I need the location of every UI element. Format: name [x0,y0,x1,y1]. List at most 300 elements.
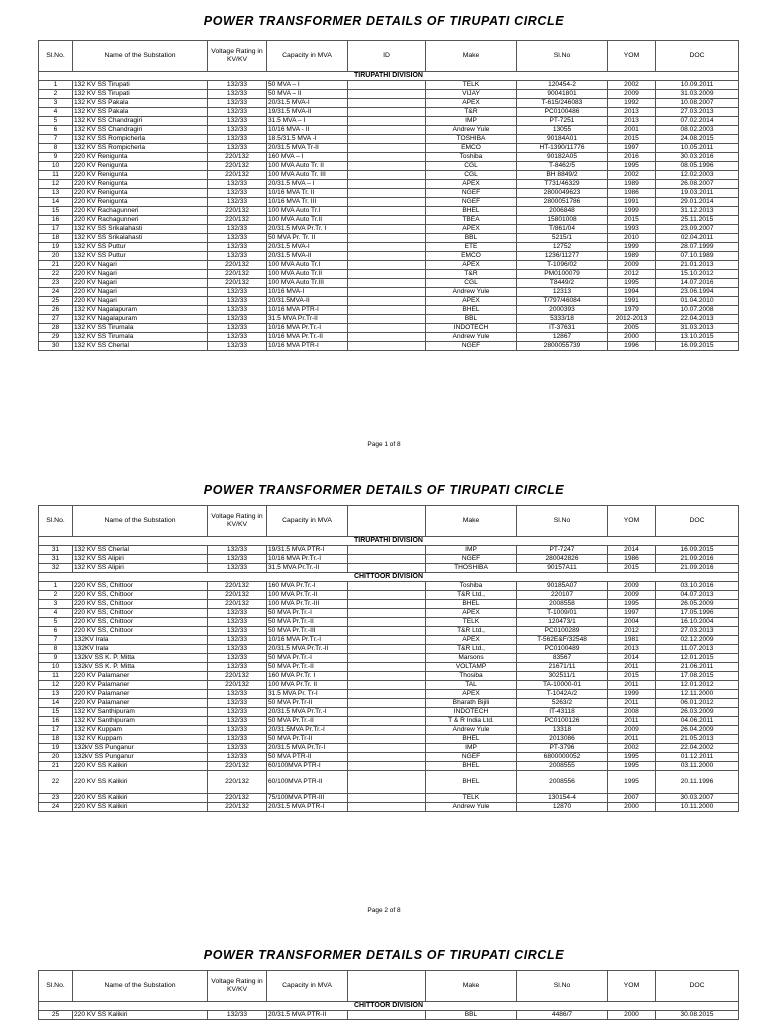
cell-substation-name: 132kV SS K. P. Mitta [73,663,208,672]
cell-voltage-rating: 220/132 [208,681,267,690]
cell-doc: 26.04.2009 [656,726,739,735]
cell-id [348,600,426,609]
cell-id [348,672,426,681]
table-row [39,663,739,672]
cell-doc: 01.12.2011 [656,753,739,762]
transformer-table-page-2 [38,505,739,812]
cell-id [348,279,426,288]
cell-yom: 1991 [608,297,656,306]
cell-id [348,546,426,555]
header-sl-no: Sl.No. [39,971,73,1002]
table-row [39,252,739,261]
cell-make: TAL [426,681,517,690]
cell-yom: 2011 [608,735,656,744]
cell-id [348,744,426,753]
cell-substation-name: 132 KV SS Pakala [73,99,208,108]
cell-sl-no: 21 [39,261,73,270]
cell-doc: 21.01.2013 [656,261,739,270]
cell-sl-no: 25 [39,1011,73,1020]
cell-substation-name: 132 KV SS Rompicherla [73,135,208,144]
table-row [39,90,739,99]
cell-voltage-rating: 132/33 [208,618,267,627]
table-row [39,735,739,744]
cell-voltage-rating: 220/132 [208,600,267,609]
cell-voltage-rating: 220/132 [208,270,267,279]
cell-doc: 16.09.2015 [656,546,739,555]
cell-substation-name: 220 KV Renigunta [73,153,208,162]
cell-id [348,699,426,708]
table-row [39,744,739,753]
cell-make: Toshiba [426,582,517,591]
cell-doc: 12.11.2000 [656,690,739,699]
cell-make: TBEA [426,216,517,225]
cell-id [348,663,426,672]
header-sl-no: Sl.No. [39,41,73,72]
cell-substation-name: 220 KV Nagari [73,288,208,297]
header-serial-no: Sl.No [517,506,608,537]
cell-voltage-rating: 132/33 [208,117,267,126]
table-row [39,288,739,297]
cell-doc: 07.02.2014 [656,117,739,126]
table-row [39,279,739,288]
division-label: CHITTOOR DIVISION [39,573,739,582]
cell-yom: 1992 [608,99,656,108]
cell-make: IMP [426,117,517,126]
cell-make: TELK [426,618,517,627]
cell-voltage-rating: 132/33 [208,663,267,672]
cell-substation-name: 220 KV Palamaner [73,699,208,708]
cell-doc: 21.09.2016 [656,555,739,564]
table-row [39,234,739,243]
cell-capacity: 160 MVA Pr.Tr.-I [267,582,348,591]
cell-yom: 1999 [608,690,656,699]
table-row [39,564,739,573]
header-capacity: Capacity in MVA [267,506,348,537]
cell-substation-name: 132 KV Kuppam [73,735,208,744]
cell-voltage-rating: 220/132 [208,207,267,216]
cell-doc: 21.09.2016 [656,564,739,573]
table-row [39,803,739,812]
table-row [39,591,739,600]
cell-doc: 22.04.2002 [656,744,739,753]
cell-sl-no: 23 [39,279,73,288]
cell-capacity: 50 MVA Pr.Tr.-III [267,627,348,636]
cell-yom: 1991 [608,198,656,207]
cell-yom: 1995 [608,753,656,762]
table-row [39,306,739,315]
header-capacity: Capacity in MVA [267,41,348,72]
cell-substation-name: 220 KV SS, Chittoor [73,582,208,591]
cell-serial-no: PT-7247 [517,546,608,555]
cell-sl-no: 26 [39,306,73,315]
cell-sl-no: 8 [39,144,73,153]
header-doc: DOC [656,506,739,537]
cell-id [348,726,426,735]
cell-id [348,324,426,333]
division-label: CHITTOOR DIVISION [39,1002,739,1011]
cell-voltage-rating: 132/33 [208,243,267,252]
cell-serial-no: 120473/1 [517,618,608,627]
cell-yom: 2015 [608,135,656,144]
cell-substation-name: 220 KV Renigunta [73,162,208,171]
cell-yom: 1995 [608,762,656,771]
header-voltage-rating: Voltage Rating in KV/KV [208,971,267,1002]
cell-substation-name: 220 KV Palamaner [73,681,208,690]
cell-yom: 2011 [608,681,656,690]
cell-serial-no: T-8462/5 [517,162,608,171]
table-row [39,690,739,699]
cell-substation-name: 220 KV SS Kalikiri [73,794,208,803]
cell-capacity: 50 MVA Pr.Tr.-I [267,609,348,618]
cell-voltage-rating: 132/33 [208,699,267,708]
header-id: ID [348,41,426,72]
cell-substation-name: 132 KV Nagalapuram [73,306,208,315]
cell-serial-no: 2008556 [517,771,608,794]
cell-id [348,189,426,198]
table-row [39,726,739,735]
cell-make: VIJAY [426,90,517,99]
cell-capacity: 50 MVA Pr.Tr-II [267,735,348,744]
cell-sl-no: 22 [39,771,73,794]
cell-make: Andrew Yule [426,803,517,812]
cell-make: T&R Ltd., [426,627,517,636]
cell-id [348,609,426,618]
cell-yom: 1997 [608,609,656,618]
cell-id [348,636,426,645]
cell-yom: 1997 [608,144,656,153]
table-row [39,81,739,90]
cell-sl-no: 12 [39,681,73,690]
cell-capacity: 10/16 MVA Pr.Tr.-I [267,555,348,564]
cell-doc: 11.07.2013 [656,645,739,654]
cell-yom: 1993 [608,225,656,234]
header-id [348,506,426,537]
cell-serial-no: 5263/2 [517,699,608,708]
table-row [39,117,739,126]
cell-capacity: 100 MVA Auto Tr.I [267,207,348,216]
cell-yom: 1989 [608,252,656,261]
cell-sl-no: 11 [39,672,73,681]
table-row [39,582,739,591]
cell-serial-no: 5333/18 [517,315,608,324]
cell-serial-no: PC0100489 [517,645,608,654]
cell-sl-no: 9 [39,654,73,663]
cell-sl-no: 1 [39,81,73,90]
cell-make: CGL [426,279,517,288]
cell-sl-no: 32 [39,564,73,573]
table-row [39,672,739,681]
cell-substation-name: 132 KV SS Chandragiri [73,126,208,135]
table-row [39,636,739,645]
cell-sl-no: 24 [39,288,73,297]
cell-make: BBL [426,1011,517,1020]
cell-make: NGEF [426,189,517,198]
cell-yom: 2004 [608,618,656,627]
cell-voltage-rating: 132/33 [208,342,267,351]
cell-serial-no: T-615/246083 [517,99,608,108]
cell-make: IMP [426,744,517,753]
cell-capacity: 20/31.5MVA Pr.Tr.-I [267,726,348,735]
cell-substation-name: 132 KV Santhipuram [73,717,208,726]
cell-make: ETE [426,243,517,252]
cell-sl-no: 5 [39,117,73,126]
cell-serial-no: 2006848 [517,207,608,216]
cell-sl-no: 18 [39,234,73,243]
table-header-row [39,41,739,72]
cell-serial-no: 90185A07 [517,582,608,591]
cell-yom: 1979 [608,306,656,315]
cell-make: T&R [426,270,517,279]
cell-doc: 04.07.2013 [656,591,739,600]
cell-id [348,108,426,117]
cell-substation-name: 220 KV SS, Chittoor [73,591,208,600]
cell-serial-no: 4486/7 [517,1011,608,1020]
cell-capacity: 20/31.5 MVA PTR-I [267,803,348,812]
cell-doc: 22.04.2013 [656,315,739,324]
cell-doc: 08.02.2003 [656,126,739,135]
cell-serial-no: 2800055739 [517,342,608,351]
cell-capacity: 20/31.5 MVA PTR-II [267,1011,348,1020]
cell-yom: 1981 [608,636,656,645]
cell-capacity: 10/16 MVA - II [267,126,348,135]
cell-voltage-rating: 132/33 [208,315,267,324]
header-make: Make [426,506,517,537]
cell-yom: 1995 [608,600,656,609]
cell-id [348,771,426,794]
cell-doc: 10.11.2000 [656,803,739,812]
cell-yom: 2013 [608,645,656,654]
cell-id [348,315,426,324]
cell-capacity: 31.5 MVA Pr.Tr.-II [267,564,348,573]
cell-make: APEX [426,225,517,234]
cell-sl-no: 4 [39,108,73,117]
cell-voltage-rating: 132/33 [208,297,267,306]
cell-serial-no: 1236/11277 [517,252,608,261]
header-serial-no: Sl.No [517,971,608,1002]
cell-id [348,171,426,180]
cell-id [348,762,426,771]
cell-serial-no: T-1042A/2 [517,690,608,699]
table-row [39,108,739,117]
cell-sl-no: 20 [39,252,73,261]
table-row [39,324,739,333]
cell-make: BHEL [426,735,517,744]
cell-voltage-rating: 220/132 [208,591,267,600]
cell-doc: 12.01.2015 [656,654,739,663]
cell-sl-no: 9 [39,153,73,162]
cell-capacity: 50 MVA Pr.Tr.-I [267,654,348,663]
cell-voltage-rating: 132/33 [208,81,267,90]
cell-voltage-rating: 220/132 [208,803,267,812]
cell-capacity: 10/16 MVA Pr.Tr.-I [267,324,348,333]
cell-id [348,162,426,171]
cell-make: APEX [426,690,517,699]
cell-serial-no: 83567 [517,654,608,663]
cell-yom: 2005 [608,324,656,333]
cell-make: EMCO [426,252,517,261]
cell-serial-no: 302511/1 [517,672,608,681]
cell-yom: 1995 [608,279,656,288]
cell-id [348,618,426,627]
cell-serial-no: 90041801 [517,90,608,99]
cell-voltage-rating: 132/33 [208,225,267,234]
cell-doc: 01.04.2010 [656,297,739,306]
cell-sl-no: 28 [39,324,73,333]
cell-make: CGL [426,171,517,180]
cell-doc: 17.08.2015 [656,672,739,681]
cell-serial-no: 6800000052 [517,753,608,762]
cell-id [348,582,426,591]
cell-capacity: 50 MVA Pr.Tr.-II [267,663,348,672]
cell-yom: 2010 [608,234,656,243]
cell-doc: 31.03.2013 [656,324,739,333]
cell-doc: 16.09.2015 [656,342,739,351]
table-row [39,645,739,654]
cell-yom: 2015 [608,216,656,225]
cell-make: THOSHIBA [426,564,517,573]
cell-substation-name: 220 KV SS, Chittoor [73,600,208,609]
cell-capacity: 100 MVA Auto Tr. III [267,171,348,180]
cell-doc: 26.05.2009 [656,600,739,609]
table-row [39,609,739,618]
cell-id [348,1011,426,1020]
division-row [39,537,739,546]
cell-substation-name: 220 KV SS Kalikiri [73,771,208,794]
cell-make: BHEL [426,762,517,771]
cell-serial-no: T-562E&F/32548 [517,636,608,645]
cell-capacity: 10/16 MVA-I [267,288,348,297]
cell-substation-name: 132 KV SS Tirumala [73,324,208,333]
cell-id [348,198,426,207]
table-row [39,627,739,636]
cell-yom: 2000 [608,1011,656,1020]
cell-make: BHEL [426,600,517,609]
header-doc: DOC [656,41,739,72]
cell-voltage-rating: 132/33 [208,546,267,555]
cell-sl-no: 10 [39,663,73,672]
cell-serial-no: TA-10000-01 [517,681,608,690]
cell-voltage-rating: 132/33 [208,726,267,735]
cell-voltage-rating: 132/33 [208,1011,267,1020]
cell-sl-no: 8 [39,645,73,654]
cell-yom: 2008 [608,708,656,717]
header-substation-name: Name of the Substation [73,41,208,72]
cell-make: APEX [426,261,517,270]
cell-sl-no: 6 [39,627,73,636]
cell-capacity: 60/100MVA PTR-II [267,771,348,794]
cell-serial-no: 2000393 [517,306,608,315]
cell-sl-no: 3 [39,600,73,609]
cell-make: BHEL [426,306,517,315]
table-row [39,762,739,771]
cell-voltage-rating: 132/33 [208,654,267,663]
cell-yom: 2001 [608,126,656,135]
cell-capacity: 10/16 MVA Tr. III [267,198,348,207]
table-row [39,600,739,609]
cell-make: T & R India Ltd. [426,717,517,726]
cell-yom: 2013 [608,108,656,117]
table-header-row [39,506,739,537]
cell-voltage-rating: 132/33 [208,99,267,108]
cell-yom: 2011 [608,699,656,708]
cell-yom: 2007 [608,794,656,803]
cell-doc: 20.11.1996 [656,771,739,794]
header-make: Make [426,41,517,72]
cell-serial-no: 90157A11 [517,564,608,573]
cell-serial-no: HT-1390/11776 [517,144,608,153]
cell-substation-name: 220 KV Renigunta [73,180,208,189]
cell-substation-name: 132 KV SS Srikalahasti [73,234,208,243]
cell-voltage-rating: 132/33 [208,564,267,573]
cell-capacity: 20/31.5 MVA-II [267,252,348,261]
cell-sl-no: 19 [39,243,73,252]
cell-voltage-rating: 132/33 [208,627,267,636]
header-sl-no: Sl.No. [39,506,73,537]
cell-doc: 23.09.2007 [656,225,739,234]
cell-sl-no: 17 [39,225,73,234]
cell-substation-name: 220 KV Renigunta [73,189,208,198]
table-row [39,216,739,225]
cell-substation-name: 220 KV SS, Chittoor [73,627,208,636]
table-header-row [39,971,739,1002]
cell-doc: 19.03.2011 [656,189,739,198]
cell-substation-name: 220 KV SS, Chittoor [73,609,208,618]
cell-substation-name: 132 KV SS Pakala [73,108,208,117]
cell-serial-no: PT-3796 [517,744,608,753]
table-row [39,207,739,216]
transformer-table-page-1 [38,40,739,351]
cell-voltage-rating: 132/33 [208,135,267,144]
table-row [39,189,739,198]
cell-id [348,207,426,216]
cell-id [348,794,426,803]
header-substation-name: Name of the Substation [73,971,208,1002]
cell-make: NGEF [426,555,517,564]
cell-serial-no: PM0100079 [517,270,608,279]
cell-make: T&R Ltd., [426,645,517,654]
cell-doc: 10.05.2011 [656,144,739,153]
cell-id [348,288,426,297]
cell-make: TELK [426,794,517,803]
cell-capacity: 19/31.5 MVA-II [267,108,348,117]
cell-substation-name: 132 KV Santhipuram [73,708,208,717]
cell-serial-no: 2008558 [517,600,608,609]
cell-capacity: 100 MVA Auto Tr.I [267,261,348,270]
cell-doc: 23.06.1994 [656,288,739,297]
cell-id [348,117,426,126]
cell-make: Andrew Yule [426,126,517,135]
cell-yom: 2002 [608,81,656,90]
cell-id [348,234,426,243]
cell-sl-no: 23 [39,794,73,803]
cell-voltage-rating: 132/33 [208,333,267,342]
cell-voltage-rating: 220/132 [208,216,267,225]
cell-make: Thosiba [426,672,517,681]
cell-substation-name: 220 KV Rachagunneri [73,216,208,225]
cell-id [348,297,426,306]
cell-sl-no: 13 [39,189,73,198]
table-row [39,180,739,189]
cell-capacity: 160 MVA Pr.Tr. I [267,672,348,681]
table-row [39,1011,739,1020]
cell-sl-no: 5 [39,618,73,627]
cell-make: IMP [426,546,517,555]
cell-serial-no: PC0100486 [517,108,608,117]
cell-capacity: 10/16 MVA Pr.Tr.-I [267,636,348,645]
cell-yom: 1996 [608,342,656,351]
page-title: POWER TRANSFORMER DETAILS OF TIRUPATI CIRCLE [203,948,565,962]
cell-id [348,180,426,189]
